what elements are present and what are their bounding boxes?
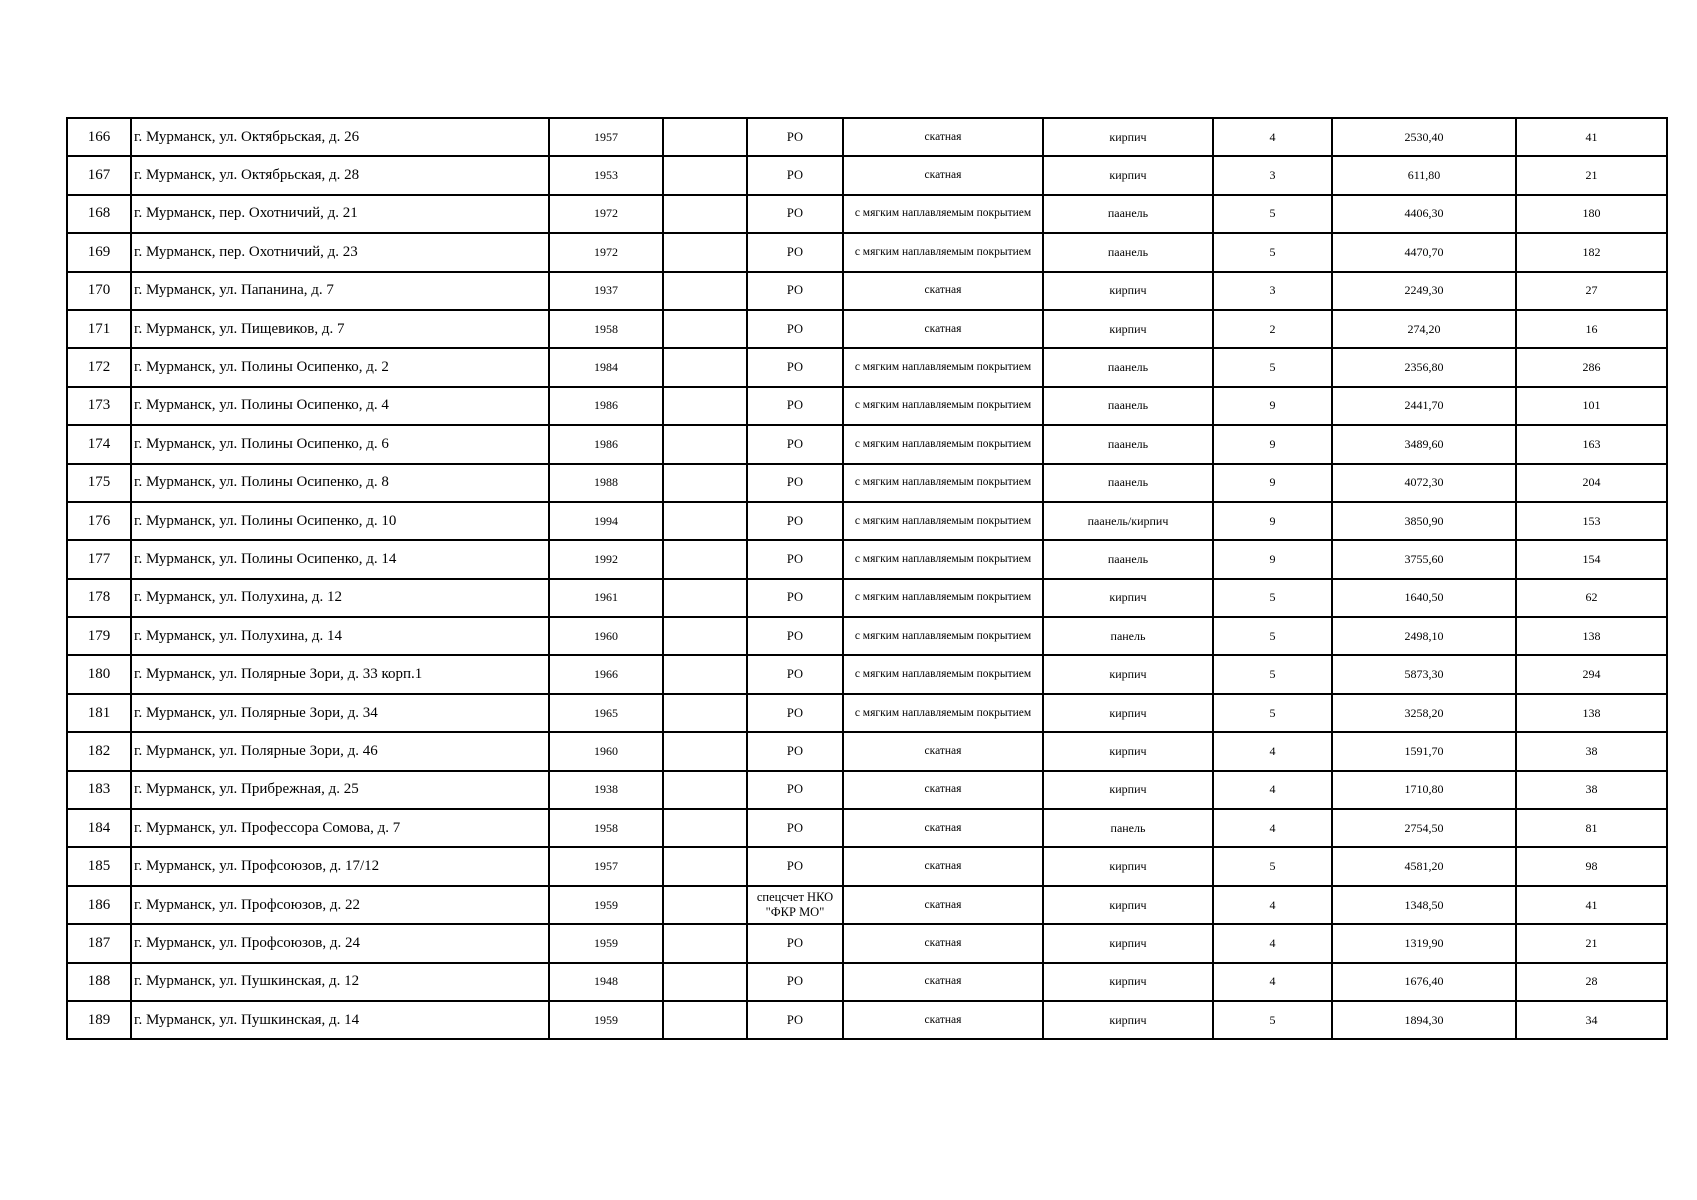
empty-cell: [663, 579, 747, 617]
empty-cell: [663, 694, 747, 732]
address-cell: г. Мурманск, пер. Охотничий, д. 23: [131, 233, 549, 271]
row-number-cell: 166: [67, 118, 131, 156]
address-cell: г. Мурманск, ул. Полярные Зори, д. 33 корп.1: [131, 655, 549, 693]
row-number-cell: 183: [67, 771, 131, 809]
fund-method-cell: РО: [747, 425, 843, 463]
row-number-cell: 187: [67, 924, 131, 962]
residents-cell: 27: [1516, 272, 1667, 310]
floors-cell: 5: [1213, 655, 1332, 693]
year-cell: 1959: [549, 924, 663, 962]
wall-material-cell: кирпич: [1043, 886, 1213, 924]
fund-method-cell: РО: [747, 963, 843, 1001]
residents-cell: 101: [1516, 387, 1667, 425]
fund-method-cell: РО: [747, 1001, 843, 1039]
address-cell: г. Мурманск, ул. Пушкинская, д. 14: [131, 1001, 549, 1039]
area-cell: 1710,80: [1332, 771, 1516, 809]
wall-material-cell: кирпич: [1043, 771, 1213, 809]
area-cell: 1319,90: [1332, 924, 1516, 962]
floors-cell: 4: [1213, 809, 1332, 847]
residents-cell: 34: [1516, 1001, 1667, 1039]
wall-material-cell: паанель: [1043, 387, 1213, 425]
residents-cell: 180: [1516, 195, 1667, 233]
address-cell: г. Мурманск, ул. Полухина, д. 12: [131, 579, 549, 617]
address-cell: г. Мурманск, ул. Полухина, д. 14: [131, 617, 549, 655]
year-cell: 1965: [549, 694, 663, 732]
wall-material-cell: паанель: [1043, 233, 1213, 271]
address-cell: г. Мурманск, ул. Октябрьская, д. 28: [131, 156, 549, 194]
roof-type-cell: скатная: [843, 156, 1043, 194]
wall-material-cell: паанель: [1043, 540, 1213, 578]
area-cell: 3258,20: [1332, 694, 1516, 732]
year-cell: 1992: [549, 540, 663, 578]
roof-type-cell: скатная: [843, 310, 1043, 348]
year-cell: 1959: [549, 886, 663, 924]
roof-type-cell: скатная: [843, 732, 1043, 770]
row-number-cell: 186: [67, 886, 131, 924]
wall-material-cell: кирпич: [1043, 655, 1213, 693]
empty-cell: [663, 540, 747, 578]
table-row: [67, 924, 1667, 962]
fund-method-cell: РО: [747, 310, 843, 348]
row-number-cell: 184: [67, 809, 131, 847]
residents-cell: 294: [1516, 655, 1667, 693]
area-cell: 1894,30: [1332, 1001, 1516, 1039]
table-row: [67, 1001, 1667, 1039]
table-row: [67, 655, 1667, 693]
roof-type-cell: с мягким наплавляемым покрытием: [843, 655, 1043, 693]
empty-cell: [663, 617, 747, 655]
table-row: [67, 579, 1667, 617]
empty-cell: [663, 655, 747, 693]
floors-cell: 9: [1213, 502, 1332, 540]
area-cell: 2356,80: [1332, 348, 1516, 386]
row-number-cell: 189: [67, 1001, 131, 1039]
area-cell: 4581,20: [1332, 847, 1516, 885]
area-cell: 1348,50: [1332, 886, 1516, 924]
table-body: [67, 118, 1667, 1039]
area-cell: 2441,70: [1332, 387, 1516, 425]
fund-method-cell: РО: [747, 118, 843, 156]
area-cell: 3755,60: [1332, 540, 1516, 578]
roof-type-cell: скатная: [843, 809, 1043, 847]
empty-cell: [663, 464, 747, 502]
residents-cell: 204: [1516, 464, 1667, 502]
residents-cell: 98: [1516, 847, 1667, 885]
floors-cell: 9: [1213, 464, 1332, 502]
address-cell: г. Мурманск, ул. Пищевиков, д. 7: [131, 310, 549, 348]
empty-cell: [663, 732, 747, 770]
floors-cell: 5: [1213, 1001, 1332, 1039]
residents-cell: 38: [1516, 771, 1667, 809]
wall-material-cell: панель: [1043, 617, 1213, 655]
housing-registry-table: [66, 117, 1668, 1040]
empty-cell: [663, 272, 747, 310]
residents-cell: 38: [1516, 732, 1667, 770]
floors-cell: 5: [1213, 195, 1332, 233]
address-cell: г. Мурманск, ул. Папанина, д. 7: [131, 272, 549, 310]
roof-type-cell: скатная: [843, 886, 1043, 924]
roof-type-cell: скатная: [843, 771, 1043, 809]
table-row: [67, 233, 1667, 271]
floors-cell: 5: [1213, 233, 1332, 271]
residents-cell: 16: [1516, 310, 1667, 348]
floors-cell: 3: [1213, 272, 1332, 310]
table-row: [67, 540, 1667, 578]
fund-method-cell: РО: [747, 655, 843, 693]
row-number-cell: 169: [67, 233, 131, 271]
roof-type-cell: с мягким наплавляемым покрытием: [843, 464, 1043, 502]
table-row: [67, 732, 1667, 770]
fund-method-cell: РО: [747, 617, 843, 655]
floors-cell: 9: [1213, 387, 1332, 425]
wall-material-cell: паанель: [1043, 464, 1213, 502]
floors-cell: 4: [1213, 771, 1332, 809]
residents-cell: 163: [1516, 425, 1667, 463]
table-row: [67, 387, 1667, 425]
empty-cell: [663, 348, 747, 386]
empty-cell: [663, 387, 747, 425]
wall-material-cell: кирпич: [1043, 310, 1213, 348]
floors-cell: 4: [1213, 732, 1332, 770]
area-cell: 3489,60: [1332, 425, 1516, 463]
table-row: [67, 118, 1667, 156]
fund-method-cell: РО: [747, 233, 843, 271]
row-number-cell: 185: [67, 847, 131, 885]
year-cell: 1972: [549, 195, 663, 233]
residents-cell: 62: [1516, 579, 1667, 617]
address-cell: г. Мурманск, ул. Полины Осипенко, д. 8: [131, 464, 549, 502]
address-cell: г. Мурманск, пер. Охотничий, д. 21: [131, 195, 549, 233]
residents-cell: 138: [1516, 617, 1667, 655]
floors-cell: 2: [1213, 310, 1332, 348]
row-number-cell: 176: [67, 502, 131, 540]
year-cell: 1984: [549, 348, 663, 386]
roof-type-cell: скатная: [843, 1001, 1043, 1039]
area-cell: 274,20: [1332, 310, 1516, 348]
row-number-cell: 173: [67, 387, 131, 425]
floors-cell: 9: [1213, 425, 1332, 463]
table-row: [67, 694, 1667, 732]
roof-type-cell: с мягким наплавляемым покрытием: [843, 425, 1043, 463]
area-cell: 2498,10: [1332, 617, 1516, 655]
address-cell: г. Мурманск, ул. Пушкинская, д. 12: [131, 963, 549, 1001]
table-row: [67, 272, 1667, 310]
table-row: [67, 195, 1667, 233]
residents-cell: 41: [1516, 118, 1667, 156]
area-cell: 5873,30: [1332, 655, 1516, 693]
fund-method-cell: РО: [747, 809, 843, 847]
area-cell: 4470,70: [1332, 233, 1516, 271]
fund-method-cell: РО: [747, 732, 843, 770]
wall-material-cell: кирпич: [1043, 847, 1213, 885]
table-row: [67, 425, 1667, 463]
year-cell: 1986: [549, 425, 663, 463]
row-number-cell: 188: [67, 963, 131, 1001]
address-cell: г. Мурманск, ул. Октябрьская, д. 26: [131, 118, 549, 156]
fund-method-cell: РО: [747, 924, 843, 962]
year-cell: 1937: [549, 272, 663, 310]
roof-type-cell: с мягким наплавляемым покрытием: [843, 502, 1043, 540]
table-row: [67, 156, 1667, 194]
fund-method-cell: РО: [747, 195, 843, 233]
area-cell: 4406,30: [1332, 195, 1516, 233]
table-row: [67, 847, 1667, 885]
residents-cell: 21: [1516, 156, 1667, 194]
address-cell: г. Мурманск, ул. Полины Осипенко, д. 10: [131, 502, 549, 540]
area-cell: 3850,90: [1332, 502, 1516, 540]
area-cell: 2754,50: [1332, 809, 1516, 847]
area-cell: 1591,70: [1332, 732, 1516, 770]
year-cell: 1994: [549, 502, 663, 540]
row-number-cell: 170: [67, 272, 131, 310]
year-cell: 1986: [549, 387, 663, 425]
year-cell: 1938: [549, 771, 663, 809]
floors-cell: 5: [1213, 348, 1332, 386]
empty-cell: [663, 502, 747, 540]
row-number-cell: 179: [67, 617, 131, 655]
year-cell: 1972: [549, 233, 663, 271]
residents-cell: 41: [1516, 886, 1667, 924]
year-cell: 1958: [549, 809, 663, 847]
roof-type-cell: с мягким наплавляемым покрытием: [843, 348, 1043, 386]
row-number-cell: 174: [67, 425, 131, 463]
empty-cell: [663, 1001, 747, 1039]
area-cell: 4072,30: [1332, 464, 1516, 502]
address-cell: г. Мурманск, ул. Профсоюзов, д. 22: [131, 886, 549, 924]
address-cell: г. Мурманск, ул. Полины Осипенко, д. 14: [131, 540, 549, 578]
floors-cell: 3: [1213, 156, 1332, 194]
empty-cell: [663, 771, 747, 809]
row-number-cell: 175: [67, 464, 131, 502]
empty-cell: [663, 847, 747, 885]
residents-cell: 153: [1516, 502, 1667, 540]
address-cell: г. Мурманск, ул. Полины Осипенко, д. 2: [131, 348, 549, 386]
empty-cell: [663, 156, 747, 194]
roof-type-cell: с мягким наплавляемым покрытием: [843, 579, 1043, 617]
year-cell: 1966: [549, 655, 663, 693]
table-row: [67, 464, 1667, 502]
fund-method-cell: РО: [747, 387, 843, 425]
floors-cell: 5: [1213, 617, 1332, 655]
table-row: [67, 310, 1667, 348]
roof-type-cell: с мягким наплавляемым покрытием: [843, 617, 1043, 655]
fund-method-cell: РО: [747, 502, 843, 540]
empty-cell: [663, 310, 747, 348]
empty-cell: [663, 809, 747, 847]
year-cell: 1953: [549, 156, 663, 194]
roof-type-cell: скатная: [843, 118, 1043, 156]
row-number-cell: 182: [67, 732, 131, 770]
fund-method-cell: РО: [747, 540, 843, 578]
empty-cell: [663, 924, 747, 962]
floors-cell: 5: [1213, 694, 1332, 732]
wall-material-cell: кирпич: [1043, 924, 1213, 962]
fund-method-cell: спецсчет НКО "ФКР МО": [747, 886, 843, 924]
roof-type-cell: с мягким наплавляемым покрытием: [843, 233, 1043, 271]
wall-material-cell: кирпич: [1043, 732, 1213, 770]
wall-material-cell: кирпич: [1043, 579, 1213, 617]
year-cell: 1988: [549, 464, 663, 502]
roof-type-cell: с мягким наплавляемым покрытием: [843, 387, 1043, 425]
residents-cell: 286: [1516, 348, 1667, 386]
wall-material-cell: паанель: [1043, 348, 1213, 386]
floors-cell: 4: [1213, 924, 1332, 962]
wall-material-cell: кирпич: [1043, 963, 1213, 1001]
roof-type-cell: скатная: [843, 963, 1043, 1001]
residents-cell: 81: [1516, 809, 1667, 847]
fund-method-cell: РО: [747, 579, 843, 617]
wall-material-cell: кирпич: [1043, 1001, 1213, 1039]
table-row: [67, 963, 1667, 1001]
fund-method-cell: РО: [747, 847, 843, 885]
residents-cell: 21: [1516, 924, 1667, 962]
fund-method-cell: РО: [747, 771, 843, 809]
year-cell: 1957: [549, 847, 663, 885]
area-cell: 2249,30: [1332, 272, 1516, 310]
year-cell: 1957: [549, 118, 663, 156]
wall-material-cell: кирпич: [1043, 156, 1213, 194]
empty-cell: [663, 886, 747, 924]
row-number-cell: 172: [67, 348, 131, 386]
table-row: [67, 348, 1667, 386]
wall-material-cell: кирпич: [1043, 118, 1213, 156]
roof-type-cell: скатная: [843, 847, 1043, 885]
row-number-cell: 167: [67, 156, 131, 194]
wall-material-cell: кирпич: [1043, 272, 1213, 310]
row-number-cell: 177: [67, 540, 131, 578]
address-cell: г. Мурманск, ул. Полярные Зори, д. 46: [131, 732, 549, 770]
table-row: [67, 771, 1667, 809]
row-number-cell: 168: [67, 195, 131, 233]
year-cell: 1958: [549, 310, 663, 348]
address-cell: г. Мурманск, ул. Профсоюзов, д. 17/12: [131, 847, 549, 885]
floors-cell: 5: [1213, 579, 1332, 617]
table-row: [67, 502, 1667, 540]
floors-cell: 4: [1213, 118, 1332, 156]
row-number-cell: 180: [67, 655, 131, 693]
floors-cell: 5: [1213, 847, 1332, 885]
floors-cell: 4: [1213, 886, 1332, 924]
roof-type-cell: с мягким наплавляемым покрытием: [843, 540, 1043, 578]
year-cell: 1960: [549, 617, 663, 655]
roof-type-cell: с мягким наплавляемым покрытием: [843, 694, 1043, 732]
empty-cell: [663, 963, 747, 1001]
residents-cell: 28: [1516, 963, 1667, 1001]
fund-method-cell: РО: [747, 694, 843, 732]
roof-type-cell: скатная: [843, 924, 1043, 962]
roof-type-cell: с мягким наплавляемым покрытием: [843, 195, 1043, 233]
table-row: [67, 886, 1667, 924]
address-cell: г. Мурманск, ул. Прибрежная, д. 25: [131, 771, 549, 809]
address-cell: г. Мурманск, ул. Профсоюзов, д. 24: [131, 924, 549, 962]
empty-cell: [663, 195, 747, 233]
address-cell: г. Мурманск, ул. Профессора Сомова, д. 7: [131, 809, 549, 847]
address-cell: г. Мурманск, ул. Полярные Зори, д. 34: [131, 694, 549, 732]
area-cell: 611,80: [1332, 156, 1516, 194]
row-number-cell: 181: [67, 694, 131, 732]
fund-method-cell: РО: [747, 272, 843, 310]
empty-cell: [663, 425, 747, 463]
year-cell: 1948: [549, 963, 663, 1001]
year-cell: 1961: [549, 579, 663, 617]
residents-cell: 154: [1516, 540, 1667, 578]
area-cell: 1676,40: [1332, 963, 1516, 1001]
floors-cell: 4: [1213, 963, 1332, 1001]
wall-material-cell: паанель/кирпич: [1043, 502, 1213, 540]
area-cell: 1640,50: [1332, 579, 1516, 617]
empty-cell: [663, 118, 747, 156]
row-number-cell: 171: [67, 310, 131, 348]
address-cell: г. Мурманск, ул. Полины Осипенко, д. 6: [131, 425, 549, 463]
floors-cell: 9: [1213, 540, 1332, 578]
wall-material-cell: кирпич: [1043, 694, 1213, 732]
fund-method-cell: РО: [747, 348, 843, 386]
area-cell: 2530,40: [1332, 118, 1516, 156]
year-cell: 1960: [549, 732, 663, 770]
residents-cell: 182: [1516, 233, 1667, 271]
table-row: [67, 617, 1667, 655]
wall-material-cell: паанель: [1043, 195, 1213, 233]
fund-method-cell: РО: [747, 156, 843, 194]
empty-cell: [663, 233, 747, 271]
fund-method-cell: РО: [747, 464, 843, 502]
roof-type-cell: скатная: [843, 272, 1043, 310]
wall-material-cell: панель: [1043, 809, 1213, 847]
residents-cell: 138: [1516, 694, 1667, 732]
wall-material-cell: паанель: [1043, 425, 1213, 463]
row-number-cell: 178: [67, 579, 131, 617]
table-row: [67, 809, 1667, 847]
year-cell: 1959: [549, 1001, 663, 1039]
address-cell: г. Мурманск, ул. Полины Осипенко, д. 4: [131, 387, 549, 425]
